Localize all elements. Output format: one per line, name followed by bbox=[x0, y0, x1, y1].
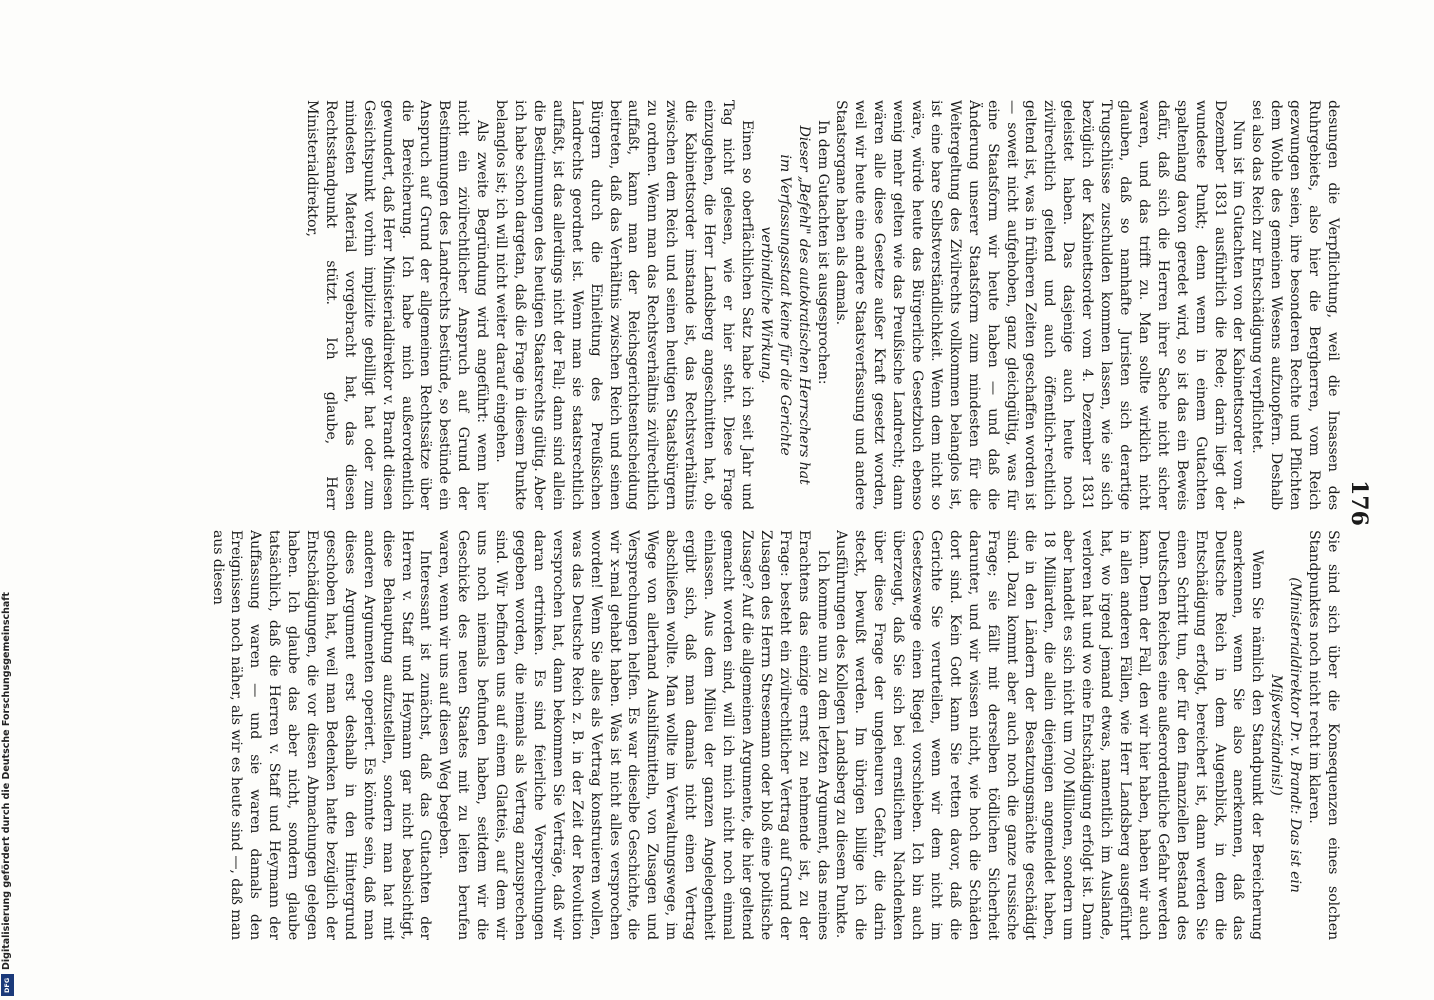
paragraph: Nun ist im Gutachten von der Kabinettsorder vom 4. Dezember 1831 ausführlich die Rede; darin liegt der wundeste Punkt; denn wenn in einem Gutachten spaltenlang davon geredet wird, so ist das ein Beweis dafür, daß sich die Herren ihrer Sache nicht sicher waren, und das trifft zu. Man sollte wirklich nicht glauben, daß so namhafte Juristen sich derartige Trugschlüsse zuschulden kommen lassen, wie sie sich bezüglich der Kabinettsorder vom 4. Dezember 1831 geleistet haben. Das dasjenige auch heute noch zivilrechtlich geltend und auch öffentlich-rechtlich geltend ist, was in früheren Zeiten geschaffen worden ist — soweit nicht aufgehoben, ganz gleichgültig, was für eine Staatsform wir heute haben — und daß die Änderung unserer Staatsform zum mindesten für die Weitergeltung des Zivilrechts vollkommen belanglos ist, ist eine bare Selbstverständlichkeit. Wenn dem nicht so wäre, würde heute das Bürgerliche Gesetzbuch ebenso wenig mehr gelten wie das Preußische Landrecht; dann wären alle diese Gesetze außer Kraft gesetzt worden, weil wir heute eine andere Staatsverfassung und andere Staatsorgane haben als damals. bbox=[833, 100, 1247, 510]
paragraph: In dem Gutachten ist ausgesprochen: bbox=[814, 120, 831, 385]
left-column bbox=[192, 100, 1342, 510]
page-number: 176 bbox=[1346, 480, 1372, 526]
paragraph: Ich komme nun zu dem letzten Argument, das meines Erachtens das einzige ernst zu nehmende ist, zu der Frage: besteht ein zivilrechtlicher Vertrag auf Grund der Zusagen des Herrn Stresemann oder bloß eine politische Zusage? Auf die allgemeinen Argumente, die hier geltend gemacht worden sind, will ich mich nicht noch einmal einlassen. Aus dem Milieu der ganzen Angelegenheit ergibt sich, daß man damals nicht einen Vertrag abschließen wollte. Man wollte im Verwaltungswege, im Wege von allerhand Aushilfsmitteln, von Zusagen und Versprechungen helfen. Es war dieselbe Geschichte, die wir x-mal gehabt haben. Was ist nicht alles versprochen worden! Wenn Sie alles als Vertrag konstruieren wollen, was das Deutsche Reich z. B. in der Zeit der Revolution versprochen hat, dann bekommen Sie Verträge, daß wir daran ertrinken. Es sind feierliche Versprechungen gegeben worden, die niemals als Vertrag anzusprechen sind. Wir befinden uns auf einem Glatteis, auf dem wir uns noch niemals befunden haben, seitdem wir die Geschicke des neuen Staates mit zu leiten berufen waren, wenn wir uns auf diesen Weg begeben. bbox=[436, 530, 831, 940]
footer-strip bbox=[0, 0, 16, 1000]
paragraph: Interessant ist zunächst, daß das Gutachten der Herren v. Staff und Heymann gar nicht beabsichtigt, diese Behauptung aufzustellen, sondern man hat mit anderen Argumenten operiert. Es könnte sein, daß man dieses Argument erst deshalb in den Hintergrund geschoben hat, weil man Bedenken hatte bezüglich der Entschädigungen, die vor diesen Abmachungen gelegen haben. Ich glaube das aber nicht, sondern glaube tatsächlich, daß die Herren v. Staff und Heymann der Auffassung waren — und sie waren damals den Ereignissen noch näher, als wir es heute sind —, daß man aus diesen bbox=[209, 530, 434, 940]
paragraph: (Ministerialdirektor Dr. v. Brandt: Das ist ein Mißverständnis!) bbox=[1268, 577, 1304, 893]
paragraph: Als zweite Begründung wird angeführt: wenn hier nicht ein zivilrechtlicher Anspruch auf Grund der Bestimmungen des Landrechts bestünde, so bestünde ein Anspruch auf Grund der allgemeinen Rechtssätze über die Bereicherung. Ich habe mich außerordentlich gewundert, daß Herr Ministerialdirektor v. Brandt diesen Gesichtspunkt vorhin implizite gebilligt hat oder zum mindesten Material vorgebracht hat, das diesen Rechtsstandpunkt stützt. Ich glaube, Herr Ministerialdirektor, bbox=[304, 100, 491, 510]
paragraph: Einen so oberflächlichen Satz habe ich seit Jahr und Tag nicht gelesen, wie er hier steht. Diese Frage einzugehen, die Herr Landsberg angeschnitten hat, ob die Kabinettsorder imstande ist, das Rechtsverhältnis zwischen dem Reich und seinen heutigen Staatsbürgern zu ordnen. Wenn man das Rechtsverhältnis zivilrechtlich auffaßt, kann man der Reichsgerichtsentscheidung beitreten, daß das Verhältnis zwischen Reich und seinen Bürgern durch die Einleitung des Preußischen Landrechts geordnet ist. Wenn man sie staatsrechtlich auffaßt, ist das allerdings nicht der Fall; dann sind allein die Bestimmungen des heutigen Staatsrechts gültig. Aber ich habe schon dargetan, daß die Frage in diesem Punkte belanglos ist; ich will nicht weiter darauf eingehen. bbox=[493, 100, 755, 510]
paragraph: Sie sind sich über die Konsequenzen eines solchen Standpunktes noch nicht recht im klaren. bbox=[1306, 530, 1341, 940]
paragraph: desungen die Verpflichtung, weil die Insassen des Ruhrgebiets, also hier die Bergherren, vom Reich gezwungen seien, ihre besonderen Rechte und Pflichten dem Wohle des gemeinen Wesens aufzuopfern. Deshalb sei also das Reich zur Entschädigung verpflichtet. bbox=[1249, 100, 1341, 510]
right-column bbox=[192, 530, 1342, 940]
dfg-logo: DFG bbox=[1, 974, 14, 996]
paragraph: Wenn Sie nämlich den Standpunkt der Bereicherung anerkennen, wenn Sie also anerkennen, daß das Deutsche Reich in dem Augenblick, in dem die Entschädigung erfolgt, bereichert ist, dann werden Sie einen Schritt tun, der für den finanziellen Bestand des Deutschen Reiches eine außerordentliche Gefahr werden kann. Denn der Fall, den wir hier haben, haben wir auch in allen anderen Fällen, wie Herr Landsberg ausgeführt hat, wo irgend jemand etwas, namentlich im Auslande, verloren hat und wo eine Entschädigung erfolgt ist. Dann aber handelt es sich nicht um 700 Millionen, sondern um 18 Milliarden, die allein diejenigen angemeldet haben, die in den Ländern der Besatzungsmächte geschädigt sind. Dazu kommt aber auch noch die ganze russische Frage; sie fällt mit derselben tödlichen Sicherheit darunter, und wir wissen nicht, wie hoch die Schäden dort sind. Kein Gott kann Sie retten davor, daß die Gerichte Sie verurteilen, wenn wir dem nicht im Gesetzeswege einen Riegel vorschieben. Ich bin auch überzeugt, daß Sie sich bei ernstlichem Nachdenken über diese Frage der ungeheuren Gefahr, die darin steckt, bewußt werden. Im übrigen billige ich die Ausführungen des Kollegen Landsberg zu diesem Punkte. bbox=[833, 530, 1266, 940]
paragraph: Dieser „Befehl" des autokratischen Herrschers hat im Verfassungsstaat keine für die Gerichte verbindliche Wirkung. bbox=[757, 125, 812, 485]
footer-credit: Digitalisierung gefördert durch die Deutsche Forschungsgemeinschaft bbox=[1, 592, 12, 970]
